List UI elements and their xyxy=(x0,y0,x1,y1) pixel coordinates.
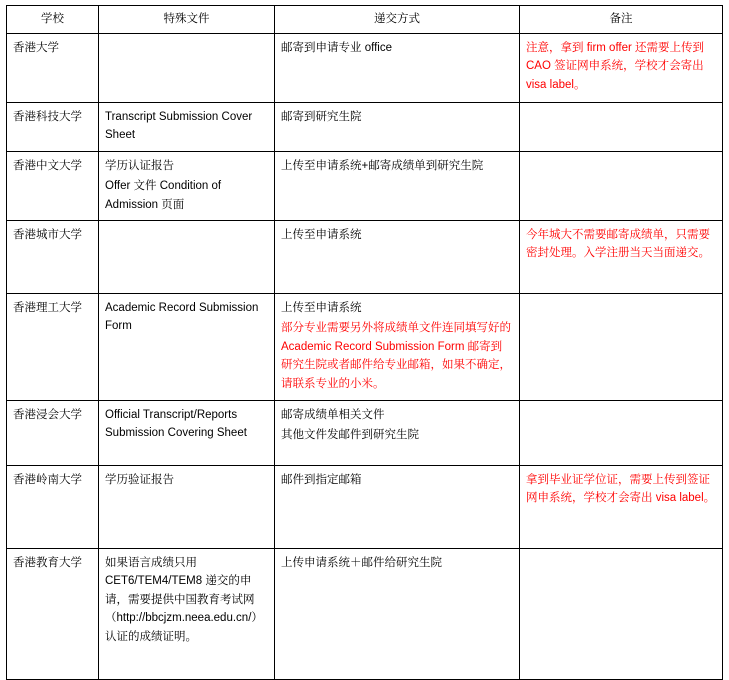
cell-paragraph: 香港城市大学 xyxy=(13,228,82,241)
cell-paragraph: 香港科技大学 xyxy=(13,110,82,123)
table-row xyxy=(7,151,723,220)
cell-paragraph: Official Transcript/Reports Submission Covering Sheet xyxy=(105,408,247,440)
cell-paragraph: 香港教育大学 xyxy=(13,556,82,569)
cell-remark xyxy=(520,548,723,679)
column-header-remark: 备注 xyxy=(520,6,723,34)
cell-school xyxy=(7,465,99,548)
cell-paragraph: 香港大学 xyxy=(13,41,59,54)
cell-method xyxy=(275,400,520,465)
cell-paragraph: 邮寄到研究生院 xyxy=(281,110,362,123)
cell-paragraph: Transcript Submission Cover Sheet xyxy=(105,110,253,142)
cell-paragraph: 邮寄到申请专业 office xyxy=(281,41,392,54)
cell-method xyxy=(275,33,520,102)
admission-requirements-table xyxy=(6,5,723,680)
cell-remark xyxy=(520,293,723,400)
table-row xyxy=(7,400,723,465)
cell-documents xyxy=(99,400,275,465)
table-header-row xyxy=(7,6,723,34)
cell-paragraph: 如果语言成绩只用 CET6/TEM4/TEM8 递交的申请，需要提供中国教育考试网（http://bbcjzm.neea.edu.cn/）认证的成绩证明。 xyxy=(105,556,263,643)
cell-documents xyxy=(99,548,275,679)
cell-paragraph: 其他文件发邮件到研究生院 xyxy=(281,429,419,442)
cell-paragraph: 上传申请系统＋邮件给研究生院 xyxy=(281,556,442,569)
column-header-method: 递交方式 xyxy=(275,6,520,34)
table-row xyxy=(7,220,723,293)
cell-paragraph: 学历认证报告 xyxy=(105,159,174,172)
cell-method xyxy=(275,102,520,151)
cell-remark xyxy=(520,220,723,293)
cell-documents xyxy=(99,220,275,293)
table-row xyxy=(7,548,723,679)
cell-paragraph: 邮寄成绩单相关文件 xyxy=(281,408,385,421)
cell-paragraph: 香港中文大学 xyxy=(13,159,82,172)
cell-paragraph-note: 今年城大不需要邮寄成绩单，只需要密封处理。入学注册当天当面递交。 xyxy=(526,228,710,260)
column-header-school: 学校 xyxy=(7,6,99,34)
cell-paragraph: Offer 文件 Condition of Admission 页面 xyxy=(105,180,222,211)
cell-school xyxy=(7,400,99,465)
cell-method xyxy=(275,548,520,679)
cell-documents xyxy=(99,102,275,151)
cell-paragraph: 香港岭南大学 xyxy=(13,473,82,486)
cell-paragraph: 上传至申请系统+邮寄成绩单到研究生院 xyxy=(281,159,484,172)
table-row xyxy=(7,33,723,102)
cell-remark xyxy=(520,400,723,465)
cell-paragraph: 上传至申请系统 xyxy=(281,301,362,314)
cell-method xyxy=(275,151,520,220)
cell-paragraph: 学历验证报告 xyxy=(105,473,174,486)
cell-remark xyxy=(520,33,723,102)
table-body xyxy=(7,33,723,679)
cell-paragraph: 邮件到指定邮箱 xyxy=(281,473,362,486)
cell-remark xyxy=(520,465,723,548)
cell-paragraph: 香港浸会大学 xyxy=(13,408,82,421)
cell-paragraph: 上传至申请系统 xyxy=(281,228,362,241)
cell-remark xyxy=(520,102,723,151)
cell-paragraph: 香港理工大学 xyxy=(13,301,82,314)
cell-paragraph: Academic Record Submission Form xyxy=(105,301,259,333)
cell-method xyxy=(275,465,520,548)
cell-method xyxy=(275,293,520,400)
cell-documents xyxy=(99,151,275,220)
cell-documents xyxy=(99,33,275,102)
cell-documents xyxy=(99,293,275,400)
cell-paragraph-note: 注意，拿到 firm offer 还需要上传到 CAO 签证网申系统，学校才会寄出 visa label。 xyxy=(526,41,705,91)
cell-school xyxy=(7,220,99,293)
cell-documents xyxy=(99,465,275,548)
cell-school xyxy=(7,151,99,220)
cell-school xyxy=(7,102,99,151)
cell-school xyxy=(7,548,99,679)
column-header-documents: 特殊文件 xyxy=(99,6,275,34)
table-row xyxy=(7,293,723,400)
cell-paragraph-note: 部分专业需要另外将成绩单文件连同填写好的 Academic Record Submission Form 邮寄到研究生院或者邮件给专业邮箱，如果不确定，请联系专业的小米。 xyxy=(281,322,511,390)
table-row xyxy=(7,102,723,151)
table-row xyxy=(7,465,723,548)
cell-paragraph-note: 拿到毕业证学位证，需要上传到签证网申系统，学校才会寄出 visa label。 xyxy=(526,473,716,505)
document-page xyxy=(0,5,729,643)
cell-remark xyxy=(520,151,723,220)
cell-method xyxy=(275,220,520,293)
cell-school xyxy=(7,33,99,102)
cell-school xyxy=(7,293,99,400)
